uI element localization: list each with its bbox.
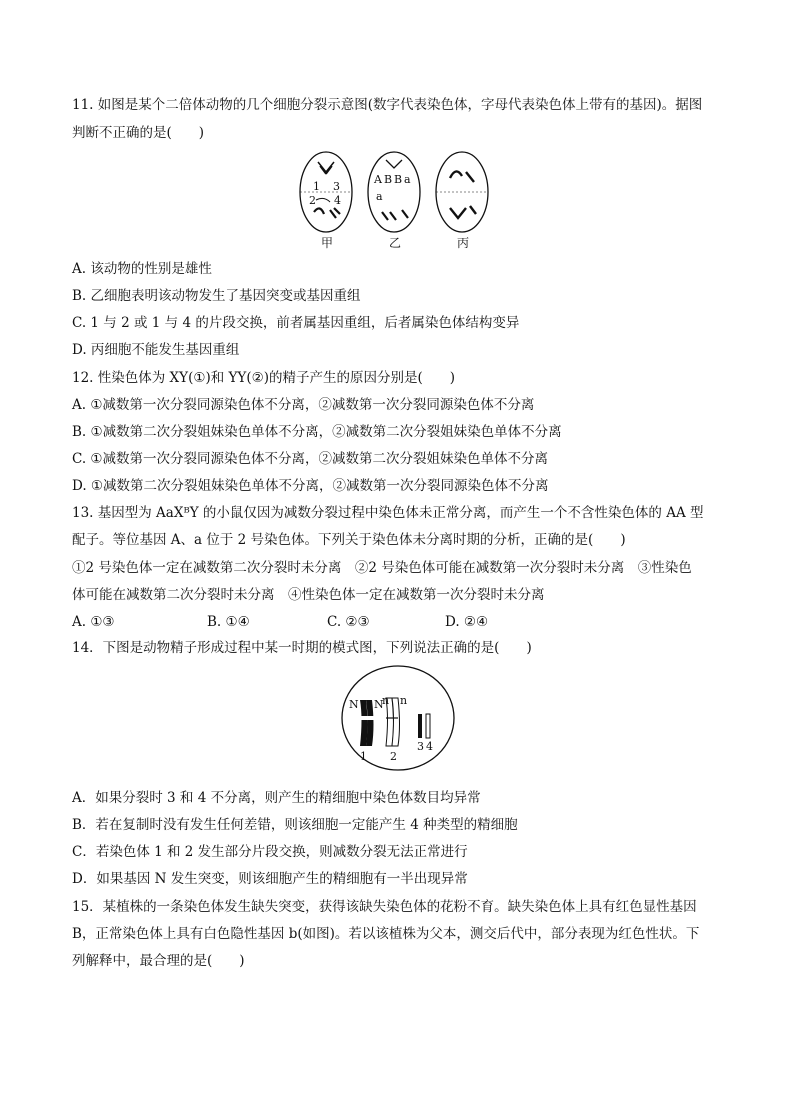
q13-stem-line2: 配子。等位基因 A、a 位于 2 号染色体。下列关于染色体未分离时期的分析，正确的是( ) (72, 532, 626, 548)
q15-line3: 列解释中，最合理的是( ) (72, 953, 245, 969)
q14-option-b: B．若在复制时没有发生任何差错，则该细胞一定能产生 4 种类型的精细胞 (72, 817, 518, 833)
q12-stem: 12. 性染色体为 XY(①)和 YY(②)的精子产生的原因分别是( ) (72, 370, 455, 386)
q11-cell-division-figure (290, 148, 500, 252)
q13-statements-line2: 体可能在减数第二次分裂时未分离 ④性染色体一定在减数第一次分裂时未分离 (72, 587, 545, 603)
cell-label-yi: 乙 (389, 236, 402, 250)
chromosome-number-2: 2 (390, 750, 397, 763)
q14-option-a: A．如果分裂时 3 和 4 不分离，则产生的精细胞中染色体数目均异常 (72, 790, 481, 806)
cell-yi (368, 152, 420, 250)
q12-option-d: D. ①减数第二次分裂姐妹染色单体不分离，②减数第一次分裂同源染色体不分离 (72, 478, 549, 494)
gene-label-n2: n (400, 694, 408, 707)
q13-statements-line1: ①2 号染色体一定在减数第二次分裂时未分离 ②2 号染色体可能在减数第一次分裂时未分离 ③性染色 (72, 560, 692, 576)
q11-option-c: C. 1 与 2 或 1 与 4 的片段交换，前者属基因重组，后者属染色体结构变异 (72, 315, 520, 331)
q13-option-d: D. ②④ (445, 614, 489, 630)
gene-label-n1: n (382, 694, 390, 707)
cell1-number-1: 1 (313, 180, 320, 193)
chromosome-number-3: 3 (417, 740, 424, 753)
q12-option-a: A. ①减数第一次分裂同源染色体不分离，②减数第一次分裂同源染色体不分离 (72, 397, 535, 413)
chromosome-3 (418, 714, 422, 738)
q13-options-row (72, 612, 712, 632)
cell1-number-3: 3 (333, 180, 340, 193)
q13-option-a: A. ①③ (72, 614, 115, 630)
cell-bing (436, 152, 488, 250)
cell-label-bing: 丙 (457, 236, 470, 250)
cell1-number-2: 2 (309, 194, 316, 207)
q11-option-d: D. 丙细胞不能发生基因重组 (72, 342, 240, 358)
q11-option-b: B. 乙细胞表明该动物发生了基因突变或基因重组 (72, 288, 361, 304)
q11-option-a: A. 该动物的性别是雄性 (72, 261, 212, 277)
q14-stem: 14．下图是动物精子形成过程中某一时期的模式图，下列说法正确的是( ) (72, 640, 532, 656)
chromosome-number-4: 4 (426, 740, 433, 753)
cell2-gene-B2: B (394, 173, 403, 186)
gene-label-N1: N (349, 698, 359, 711)
chromosome-number-1: 1 (360, 750, 367, 763)
cell2-gene-A: A (374, 173, 382, 186)
q12-option-c: C. ①减数第一次分裂同源染色体不分离，②减数第二次分裂姐妹染色单体不分离 (72, 451, 549, 467)
cell-label-jia: 甲 (321, 236, 334, 250)
cell2-gene-a-lower: a (376, 190, 383, 203)
gene-label-N2: N (374, 698, 384, 711)
cell-jia (300, 152, 352, 250)
q15-line1: 15．某植株的一条染色体发生缺失突变，获得该缺失染色体的花粉不育。缺失染色体上具有红色显性基因 (72, 899, 697, 915)
q15-line2: B，正常染色体上具有白色隐性基因 b(如图)。若以该植株为父本，测交后代中，部分表现为红色性状。下 (72, 926, 700, 942)
cell2-gene-a: a (404, 173, 411, 186)
cell2-gene-B1: B (384, 173, 393, 186)
q13-option-c: C. ②③ (327, 614, 370, 630)
q11-stem-line1: 11. 如图是某个二倍体动物的几个细胞分裂示意图(数字代表染色体，字母代表染色体上带有的基因)。据图 (72, 97, 703, 113)
chromosome-1 (358, 700, 374, 746)
q14-option-d: D．如果基因 N 发生突变，则该细胞产生的精细胞有一半出现异常 (72, 871, 468, 887)
q12-option-b: B. ①减数第二次分裂姐妹染色单体不分离，②减数第二次分裂姐妹染色单体不分离 (72, 424, 562, 440)
q14-option-c: C．若染色体 1 和 2 发生部分片段交换，则减数分裂无法正常进行 (72, 844, 468, 860)
q13-stem-line1: 13. 基因型为 AaXᴮY 的小鼠仅因为减数分裂过程中染色体未正常分离，而产生一个不含性染色体的 AA 型 (72, 505, 704, 521)
q14-cell-figure (336, 664, 460, 772)
q13-option-b: B. ①④ (207, 614, 250, 630)
q11-stem-line2: 判断不正确的是( ) (72, 125, 205, 141)
cell1-number-4: 4 (334, 194, 341, 207)
chromosome-4 (426, 714, 430, 738)
